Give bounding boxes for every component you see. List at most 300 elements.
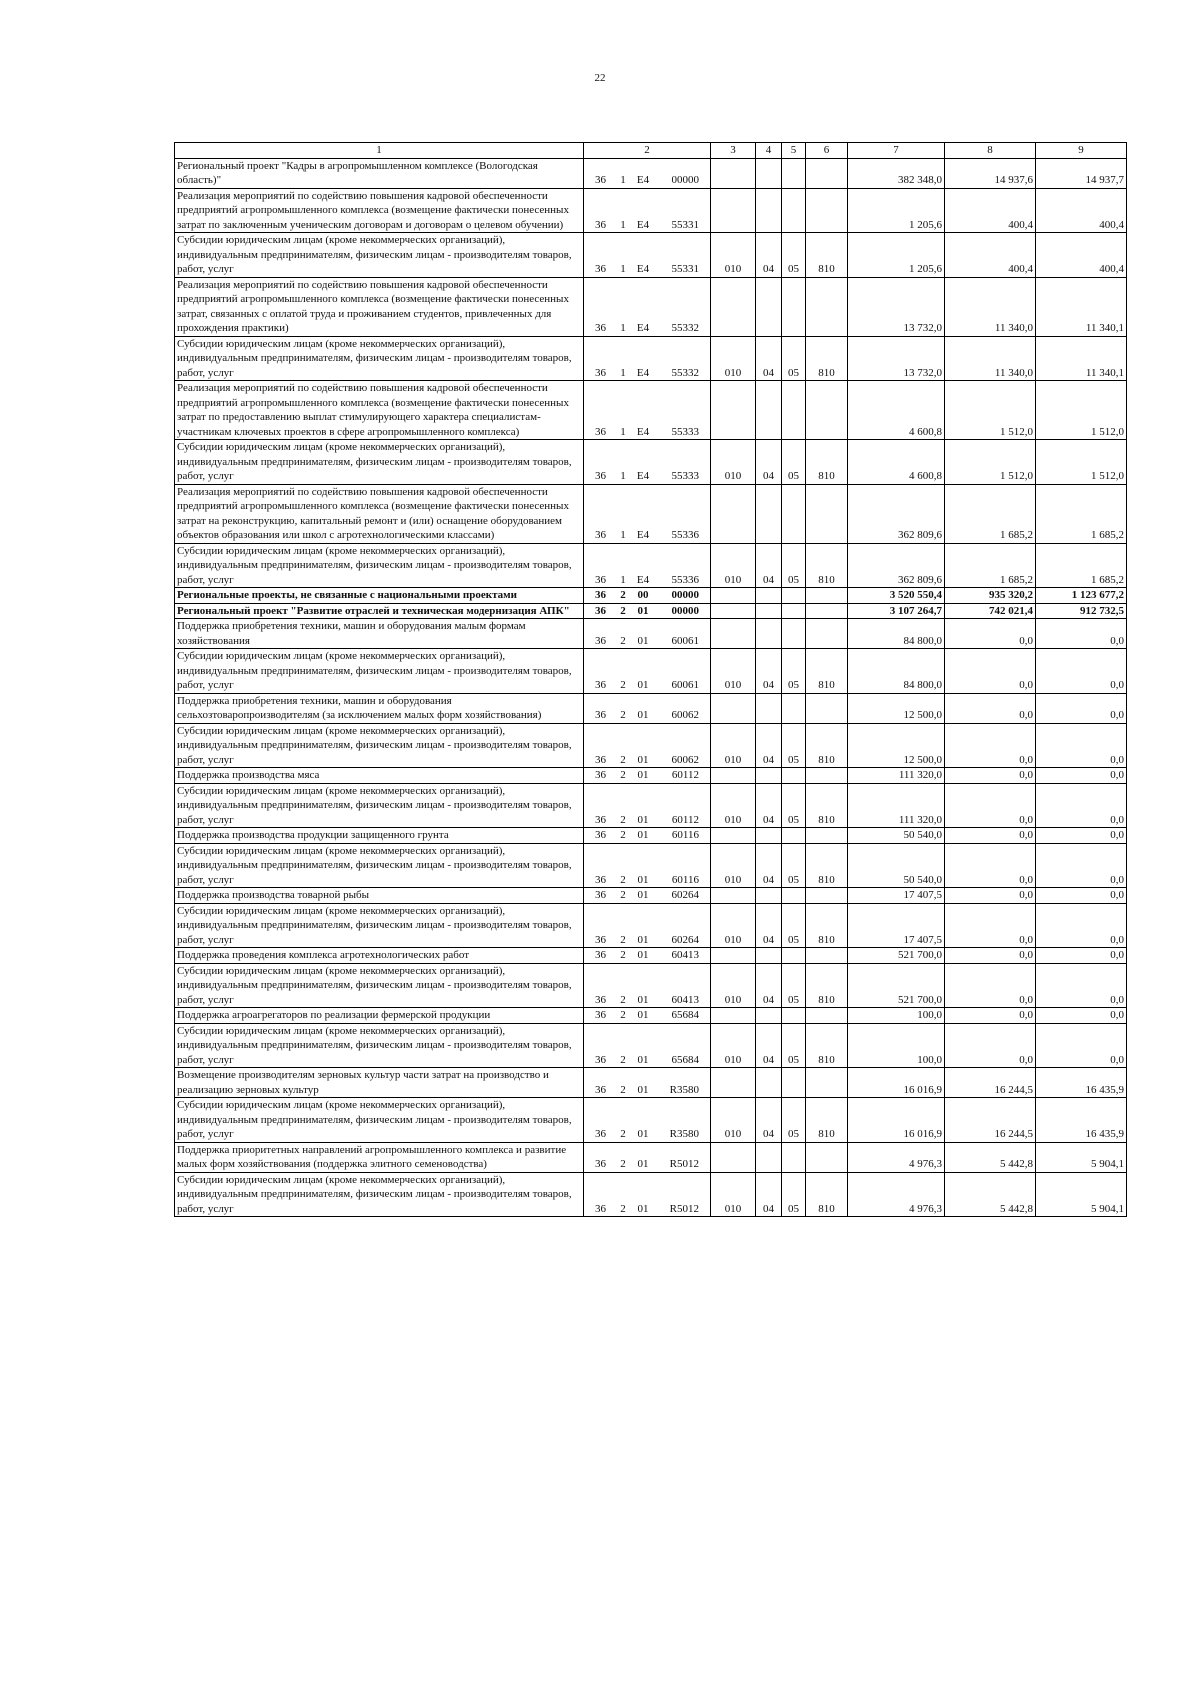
- table-row: [175, 888, 1127, 904]
- row-col-5: [782, 381, 806, 440]
- code-part: 01: [637, 829, 649, 841]
- code-part: 36: [595, 529, 606, 541]
- code-part: 2: [620, 949, 626, 961]
- row-col-6: 810: [806, 543, 848, 588]
- code-part: 55333: [671, 470, 699, 482]
- code-part: R3580: [669, 1128, 699, 1140]
- row-name: Субсидии юридическим лицам (кроме некоммерческих организаций), индивидуальным предпринимателям, физическим лицам - производителям товаров, работ, услуг: [175, 903, 584, 948]
- row-value-8: 400,4: [945, 233, 1036, 278]
- row-name: Региональный проект "Кадры в агропромышленном комплексе (Вологодская область)": [175, 158, 584, 188]
- row-col-5: 05: [782, 963, 806, 1008]
- row-col-3: [711, 1068, 756, 1098]
- row-value-8: 5 442,8: [945, 1142, 1036, 1172]
- row-col-6: [806, 1068, 848, 1098]
- row-value-7: 4 976,3: [848, 1142, 945, 1172]
- row-value-7: 111 320,0: [848, 768, 945, 784]
- code-part: 55331: [671, 218, 699, 231]
- row-col-6: 810: [806, 903, 848, 948]
- code-part: 65684: [671, 1053, 699, 1066]
- header-col-9: 9: [1036, 143, 1127, 159]
- table-row: [175, 1172, 1127, 1217]
- code-part: Е4: [636, 529, 650, 541]
- row-value-9: 0,0: [1036, 888, 1127, 904]
- row-code: [584, 1008, 711, 1024]
- row-col-4: [756, 188, 782, 233]
- code-part: 01: [637, 949, 649, 961]
- row-value-7: 4 600,8: [848, 381, 945, 440]
- row-code: [584, 543, 711, 588]
- code-part: 01: [637, 634, 649, 647]
- row-col-5: 05: [782, 440, 806, 485]
- row-col-4: [756, 619, 782, 649]
- code-part: 2: [620, 679, 626, 691]
- row-code: [584, 619, 711, 649]
- row-name: Возмещение производителям зерновых культур части затрат на производство и реализацию зерновых культур: [175, 1068, 584, 1098]
- row-value-9: 0,0: [1036, 619, 1127, 649]
- row-col-5: [782, 828, 806, 844]
- row-name: Реализация мероприятий по содействию повышения кадровой обеспеченности предприятий агропромышленного комплекса (возмещение фактически понесенных затрат по заключенным ученическим договорам и договорам о целевом обучении): [175, 188, 584, 233]
- row-col-4: [756, 381, 782, 440]
- row-col-4: [756, 948, 782, 964]
- row-value-9: 0,0: [1036, 768, 1127, 784]
- row-code: [584, 1023, 711, 1068]
- code-part: 01: [637, 1202, 649, 1215]
- code-part: 2: [620, 873, 626, 886]
- row-name: Региональные проекты, не связанные с национальными проектами: [175, 588, 584, 604]
- row-col-3: [711, 1008, 756, 1024]
- code-part: Е4: [636, 425, 650, 438]
- row-col-6: [806, 948, 848, 964]
- row-value-7: 13 732,0: [848, 336, 945, 381]
- row-col-6: [806, 1142, 848, 1172]
- row-value-7: 12 500,0: [848, 723, 945, 768]
- row-col-6: [806, 603, 848, 619]
- table-row: [175, 381, 1127, 440]
- table-row: [175, 783, 1127, 828]
- code-part: 55333: [671, 425, 699, 438]
- row-name: Субсидии юридическим лицам (кроме некоммерческих организаций), индивидуальным предпринимателям, физическим лицам - производителям товаров, работ, услуг: [175, 1098, 584, 1143]
- row-value-7: 13 732,0: [848, 277, 945, 336]
- code-part: 36: [595, 1009, 606, 1021]
- row-value-8: 0,0: [945, 693, 1036, 723]
- code-part: 36: [595, 1202, 606, 1215]
- row-col-5: [782, 948, 806, 964]
- row-code: [584, 649, 711, 694]
- row-value-8: 0,0: [945, 828, 1036, 844]
- row-name: Поддержка проведения комплекса агротехнологических работ: [175, 948, 584, 964]
- code-part: 01: [637, 769, 649, 781]
- row-value-7: 4 976,3: [848, 1172, 945, 1217]
- row-col-4: [756, 1142, 782, 1172]
- row-col-6: [806, 588, 848, 604]
- row-col-6: [806, 188, 848, 233]
- row-value-9: 0,0: [1036, 1008, 1127, 1024]
- row-code: [584, 188, 711, 233]
- code-part: 2: [620, 1083, 626, 1096]
- page-number: 22: [594, 72, 606, 84]
- row-value-9: 5 904,1: [1036, 1172, 1127, 1217]
- row-value-9: 400,4: [1036, 188, 1127, 233]
- code-part: 00000: [671, 174, 699, 186]
- row-col-6: 810: [806, 963, 848, 1008]
- code-part: 36: [595, 813, 606, 826]
- code-part: 60062: [671, 709, 699, 721]
- row-col-3: [711, 1142, 756, 1172]
- code-part: Е4: [636, 174, 650, 186]
- code-part: 2: [620, 604, 626, 617]
- row-value-8: 16 244,5: [945, 1068, 1036, 1098]
- row-col-5: 05: [782, 233, 806, 278]
- row-col-4: 04: [756, 233, 782, 278]
- row-code: [584, 588, 711, 604]
- row-col-4: [756, 828, 782, 844]
- code-part: 2: [620, 1128, 626, 1140]
- table-row: [175, 649, 1127, 694]
- code-part: 36: [595, 1158, 606, 1170]
- row-name: Субсидии юридическим лицам (кроме некоммерческих организаций), индивидуальным предпринимателям, физическим лицам - производителям товаров, работ, услуг: [175, 649, 584, 694]
- row-value-9: 14 937,7: [1036, 158, 1127, 188]
- code-part: R5012: [669, 1202, 699, 1215]
- code-part: 60413: [671, 949, 699, 961]
- table-row: [175, 768, 1127, 784]
- code-part: 36: [595, 366, 606, 379]
- header-col-8: 8: [945, 143, 1036, 159]
- code-part: 55336: [671, 529, 699, 541]
- code-part: 2: [620, 589, 626, 601]
- row-value-7: 84 800,0: [848, 619, 945, 649]
- row-value-8: 0,0: [945, 619, 1036, 649]
- row-col-3: [711, 888, 756, 904]
- code-part: 55332: [671, 322, 699, 334]
- code-part: 36: [595, 470, 606, 482]
- row-col-3: [711, 948, 756, 964]
- row-col-4: 04: [756, 1098, 782, 1143]
- row-value-8: 0,0: [945, 723, 1036, 768]
- code-part: 01: [637, 813, 649, 826]
- code-part: 1: [620, 425, 626, 438]
- row-col-5: [782, 188, 806, 233]
- header-col-3: 3: [711, 143, 756, 159]
- row-col-5: [782, 484, 806, 543]
- row-col-5: 05: [782, 723, 806, 768]
- row-col-3: 010: [711, 1172, 756, 1217]
- table-row: [175, 693, 1127, 723]
- code-part: Е4: [636, 322, 650, 334]
- row-col-3: [711, 588, 756, 604]
- row-name: Реализация мероприятий по содействию повышения кадровой обеспеченности предприятий агропромышленного комплекса (возмещение фактически понесенных затрат по предоставлению выплат стимулирующего характера специалистам-участникам ключевых проектов в сфере агропромышленного комплекса): [175, 381, 584, 440]
- row-value-7: 17 407,5: [848, 888, 945, 904]
- code-part: 2: [620, 1053, 626, 1066]
- header-col-1: 1: [175, 143, 584, 159]
- code-part: 1: [620, 174, 626, 186]
- row-value-7: 16 016,9: [848, 1068, 945, 1098]
- code-part: 36: [595, 709, 606, 721]
- row-value-9: 16 435,9: [1036, 1098, 1127, 1143]
- code-part: 2: [620, 709, 626, 721]
- code-part: 55332: [671, 366, 699, 379]
- code-part: 36: [595, 604, 606, 617]
- code-part: 60061: [671, 634, 699, 647]
- table-row: [175, 948, 1127, 964]
- row-code: [584, 768, 711, 784]
- table-row: [175, 1023, 1127, 1068]
- row-col-4: [756, 693, 782, 723]
- code-part: 01: [637, 1083, 649, 1096]
- table-row: [175, 828, 1127, 844]
- code-part: Е4: [636, 470, 650, 482]
- row-code: [584, 381, 711, 440]
- row-col-3: 010: [711, 336, 756, 381]
- code-part: 2: [620, 993, 626, 1006]
- table-row: [175, 277, 1127, 336]
- row-value-8: 1 685,2: [945, 484, 1036, 543]
- code-part: 36: [595, 829, 606, 841]
- table-row: [175, 588, 1127, 604]
- table-row: [175, 1008, 1127, 1024]
- code-part: 1: [620, 470, 626, 482]
- row-value-8: 5 442,8: [945, 1172, 1036, 1217]
- code-part: 1: [620, 529, 626, 541]
- code-part: 36: [595, 933, 606, 946]
- code-part: 55336: [671, 573, 699, 586]
- header-col-4: 4: [756, 143, 782, 159]
- row-name: Поддержка приоритетных направлений агропромышленного комплекса и развитие малых форм хозяйствования (поддержка элитного семеноводства): [175, 1142, 584, 1172]
- row-name: Субсидии юридическим лицам (кроме некоммерческих организаций), индивидуальным предпринимателям, физическим лицам - производителям товаров, работ, услуг: [175, 723, 584, 768]
- row-code: [584, 828, 711, 844]
- row-value-9: 0,0: [1036, 948, 1127, 964]
- code-part: 36: [595, 679, 606, 691]
- row-col-4: 04: [756, 903, 782, 948]
- code-part: 2: [620, 634, 626, 647]
- row-value-7: 3 107 264,7: [848, 603, 945, 619]
- row-code: [584, 336, 711, 381]
- code-part: 2: [620, 1009, 626, 1021]
- code-part: 36: [595, 634, 606, 647]
- row-code: [584, 963, 711, 1008]
- row-col-6: [806, 381, 848, 440]
- row-name: Поддержка приобретения техники, машин и оборудования сельхозтоваропроизводителям (за исключением малых форм хозяйствования): [175, 693, 584, 723]
- row-code: [584, 233, 711, 278]
- row-code: [584, 903, 711, 948]
- row-col-4: [756, 588, 782, 604]
- row-value-9: 11 340,1: [1036, 277, 1127, 336]
- table-row: [175, 619, 1127, 649]
- row-col-4: 04: [756, 543, 782, 588]
- code-part: 2: [620, 769, 626, 781]
- table-row: [175, 233, 1127, 278]
- code-part: 01: [637, 1009, 649, 1021]
- row-col-5: 05: [782, 903, 806, 948]
- row-name: Субсидии юридическим лицам (кроме некоммерческих организаций), индивидуальным предпринимателям, физическим лицам - производителям товаров, работ, услуг: [175, 1023, 584, 1068]
- code-part: 36: [595, 1083, 606, 1096]
- row-name: Поддержка производства товарной рыбы: [175, 888, 584, 904]
- code-part: 36: [595, 218, 606, 231]
- row-value-8: 14 937,6: [945, 158, 1036, 188]
- row-col-4: 04: [756, 1172, 782, 1217]
- header-row: [175, 143, 1127, 159]
- row-name: Субсидии юридическим лицам (кроме некоммерческих организаций), индивидуальным предпринимателям, физическим лицам - производителям товаров, работ, услуг: [175, 963, 584, 1008]
- row-col-6: 810: [806, 336, 848, 381]
- row-col-5: [782, 1008, 806, 1024]
- row-code: [584, 603, 711, 619]
- row-col-5: 05: [782, 543, 806, 588]
- row-col-4: 04: [756, 843, 782, 888]
- row-code: [584, 1068, 711, 1098]
- budget-table: [174, 142, 1127, 1217]
- row-col-4: [756, 888, 782, 904]
- row-col-3: [711, 484, 756, 543]
- table-row: [175, 963, 1127, 1008]
- code-part: 01: [637, 753, 649, 766]
- table-row: [175, 1098, 1127, 1143]
- row-value-7: 50 540,0: [848, 828, 945, 844]
- code-part: 36: [595, 174, 606, 186]
- row-value-9: 1 512,0: [1036, 440, 1127, 485]
- code-part: 60116: [671, 873, 699, 886]
- row-col-3: 010: [711, 843, 756, 888]
- row-col-6: [806, 768, 848, 784]
- row-col-5: [782, 1142, 806, 1172]
- row-value-9: 0,0: [1036, 963, 1127, 1008]
- code-part: 36: [595, 1128, 606, 1140]
- row-col-3: [711, 603, 756, 619]
- row-name: Субсидии юридическим лицам (кроме некоммерческих организаций), индивидуальным предпринимателям, физическим лицам - производителям товаров, работ, услуг: [175, 233, 584, 278]
- code-part: 36: [595, 573, 606, 586]
- code-part: 36: [595, 1053, 606, 1066]
- row-value-8: 16 244,5: [945, 1098, 1036, 1143]
- code-part: 36: [595, 425, 606, 438]
- row-value-8: 0,0: [945, 783, 1036, 828]
- code-part: 1: [620, 322, 626, 334]
- row-value-7: 1 205,6: [848, 188, 945, 233]
- row-value-7: 362 809,6: [848, 484, 945, 543]
- row-value-7: 100,0: [848, 1008, 945, 1024]
- row-col-3: [711, 693, 756, 723]
- code-part: 36: [595, 889, 606, 901]
- row-value-9: 1 123 677,2: [1036, 588, 1127, 604]
- row-col-4: [756, 277, 782, 336]
- row-col-3: 010: [711, 783, 756, 828]
- row-col-5: 05: [782, 649, 806, 694]
- row-col-6: 810: [806, 843, 848, 888]
- row-name: Региональный проект "Развитие отраслей и техническая модернизация АПК": [175, 603, 584, 619]
- row-value-8: 0,0: [945, 963, 1036, 1008]
- table-row: [175, 188, 1127, 233]
- table-row: [175, 336, 1127, 381]
- row-name: Субсидии юридическим лицам (кроме некоммерческих организаций), индивидуальным предпринимателям, физическим лицам - производителям товаров, работ, услуг: [175, 1172, 584, 1217]
- row-value-7: 521 700,0: [848, 948, 945, 964]
- row-value-7: 17 407,5: [848, 903, 945, 948]
- row-code: [584, 723, 711, 768]
- code-part: 1: [620, 263, 626, 275]
- row-col-3: 010: [711, 649, 756, 694]
- row-value-7: 84 800,0: [848, 649, 945, 694]
- row-value-7: 111 320,0: [848, 783, 945, 828]
- code-part: Е4: [636, 263, 650, 275]
- row-value-8: 1 685,2: [945, 543, 1036, 588]
- row-value-9: 1 685,2: [1036, 484, 1127, 543]
- row-value-9: 0,0: [1036, 843, 1127, 888]
- row-col-3: 010: [711, 233, 756, 278]
- table-row: [175, 1068, 1127, 1098]
- code-part: 01: [637, 873, 649, 886]
- row-col-3: [711, 381, 756, 440]
- row-code: [584, 948, 711, 964]
- row-code: [584, 693, 711, 723]
- code-part: 36: [595, 263, 606, 275]
- code-part: 1: [620, 573, 626, 586]
- row-col-6: 810: [806, 233, 848, 278]
- code-part: 01: [637, 1128, 649, 1140]
- row-col-3: 010: [711, 1098, 756, 1143]
- code-part: 01: [637, 1158, 649, 1170]
- row-name: Субсидии юридическим лицам (кроме некоммерческих организаций), индивидуальным предпринимателям, физическим лицам - производителям товаров, работ, услуг: [175, 336, 584, 381]
- code-part: R5012: [669, 1158, 699, 1170]
- row-name: Поддержка производства мяса: [175, 768, 584, 784]
- code-part: 36: [595, 753, 606, 766]
- code-part: 65684: [671, 1009, 699, 1021]
- row-col-4: [756, 768, 782, 784]
- code-part: 00000: [671, 589, 699, 601]
- row-value-8: 0,0: [945, 1008, 1036, 1024]
- row-value-8: 0,0: [945, 1023, 1036, 1068]
- code-part: 60112: [671, 813, 699, 826]
- row-col-6: 810: [806, 1172, 848, 1217]
- row-col-4: 04: [756, 783, 782, 828]
- row-value-9: 0,0: [1036, 693, 1127, 723]
- row-value-8: 0,0: [945, 948, 1036, 964]
- row-col-4: [756, 484, 782, 543]
- table-row: [175, 440, 1127, 485]
- row-col-3: 010: [711, 1023, 756, 1068]
- header-col-7: 7: [848, 143, 945, 159]
- row-name: Поддержка приобретения техники, машин и оборудования малым формам хозяйствования: [175, 619, 584, 649]
- row-value-9: 11 340,1: [1036, 336, 1127, 381]
- code-part: 36: [595, 873, 606, 886]
- row-col-5: 05: [782, 1023, 806, 1068]
- row-value-7: 362 809,6: [848, 543, 945, 588]
- row-code: [584, 888, 711, 904]
- code-part: 60061: [671, 679, 699, 691]
- table-body: [175, 158, 1127, 1217]
- code-part: 01: [637, 933, 649, 946]
- row-value-7: 1 205,6: [848, 233, 945, 278]
- row-col-3: [711, 768, 756, 784]
- row-name: Субсидии юридическим лицам (кроме некоммерческих организаций), индивидуальным предпринимателям, физическим лицам - производителям товаров, работ, услуг: [175, 783, 584, 828]
- row-value-9: 912 732,5: [1036, 603, 1127, 619]
- row-code: [584, 843, 711, 888]
- row-value-9: 0,0: [1036, 783, 1127, 828]
- row-code: [584, 277, 711, 336]
- code-part: Е4: [636, 366, 650, 379]
- row-value-8: 0,0: [945, 843, 1036, 888]
- row-col-5: [782, 768, 806, 784]
- row-col-3: 010: [711, 543, 756, 588]
- row-col-6: [806, 484, 848, 543]
- row-col-3: [711, 158, 756, 188]
- row-value-8: 0,0: [945, 903, 1036, 948]
- code-part: 1: [620, 366, 626, 379]
- row-col-4: [756, 603, 782, 619]
- code-part: 2: [620, 933, 626, 946]
- code-part: 00: [637, 589, 649, 601]
- row-col-3: 010: [711, 723, 756, 768]
- code-part: 2: [620, 889, 626, 901]
- row-col-6: [806, 619, 848, 649]
- row-col-5: 05: [782, 783, 806, 828]
- row-value-8: 935 320,2: [945, 588, 1036, 604]
- row-col-3: 010: [711, 440, 756, 485]
